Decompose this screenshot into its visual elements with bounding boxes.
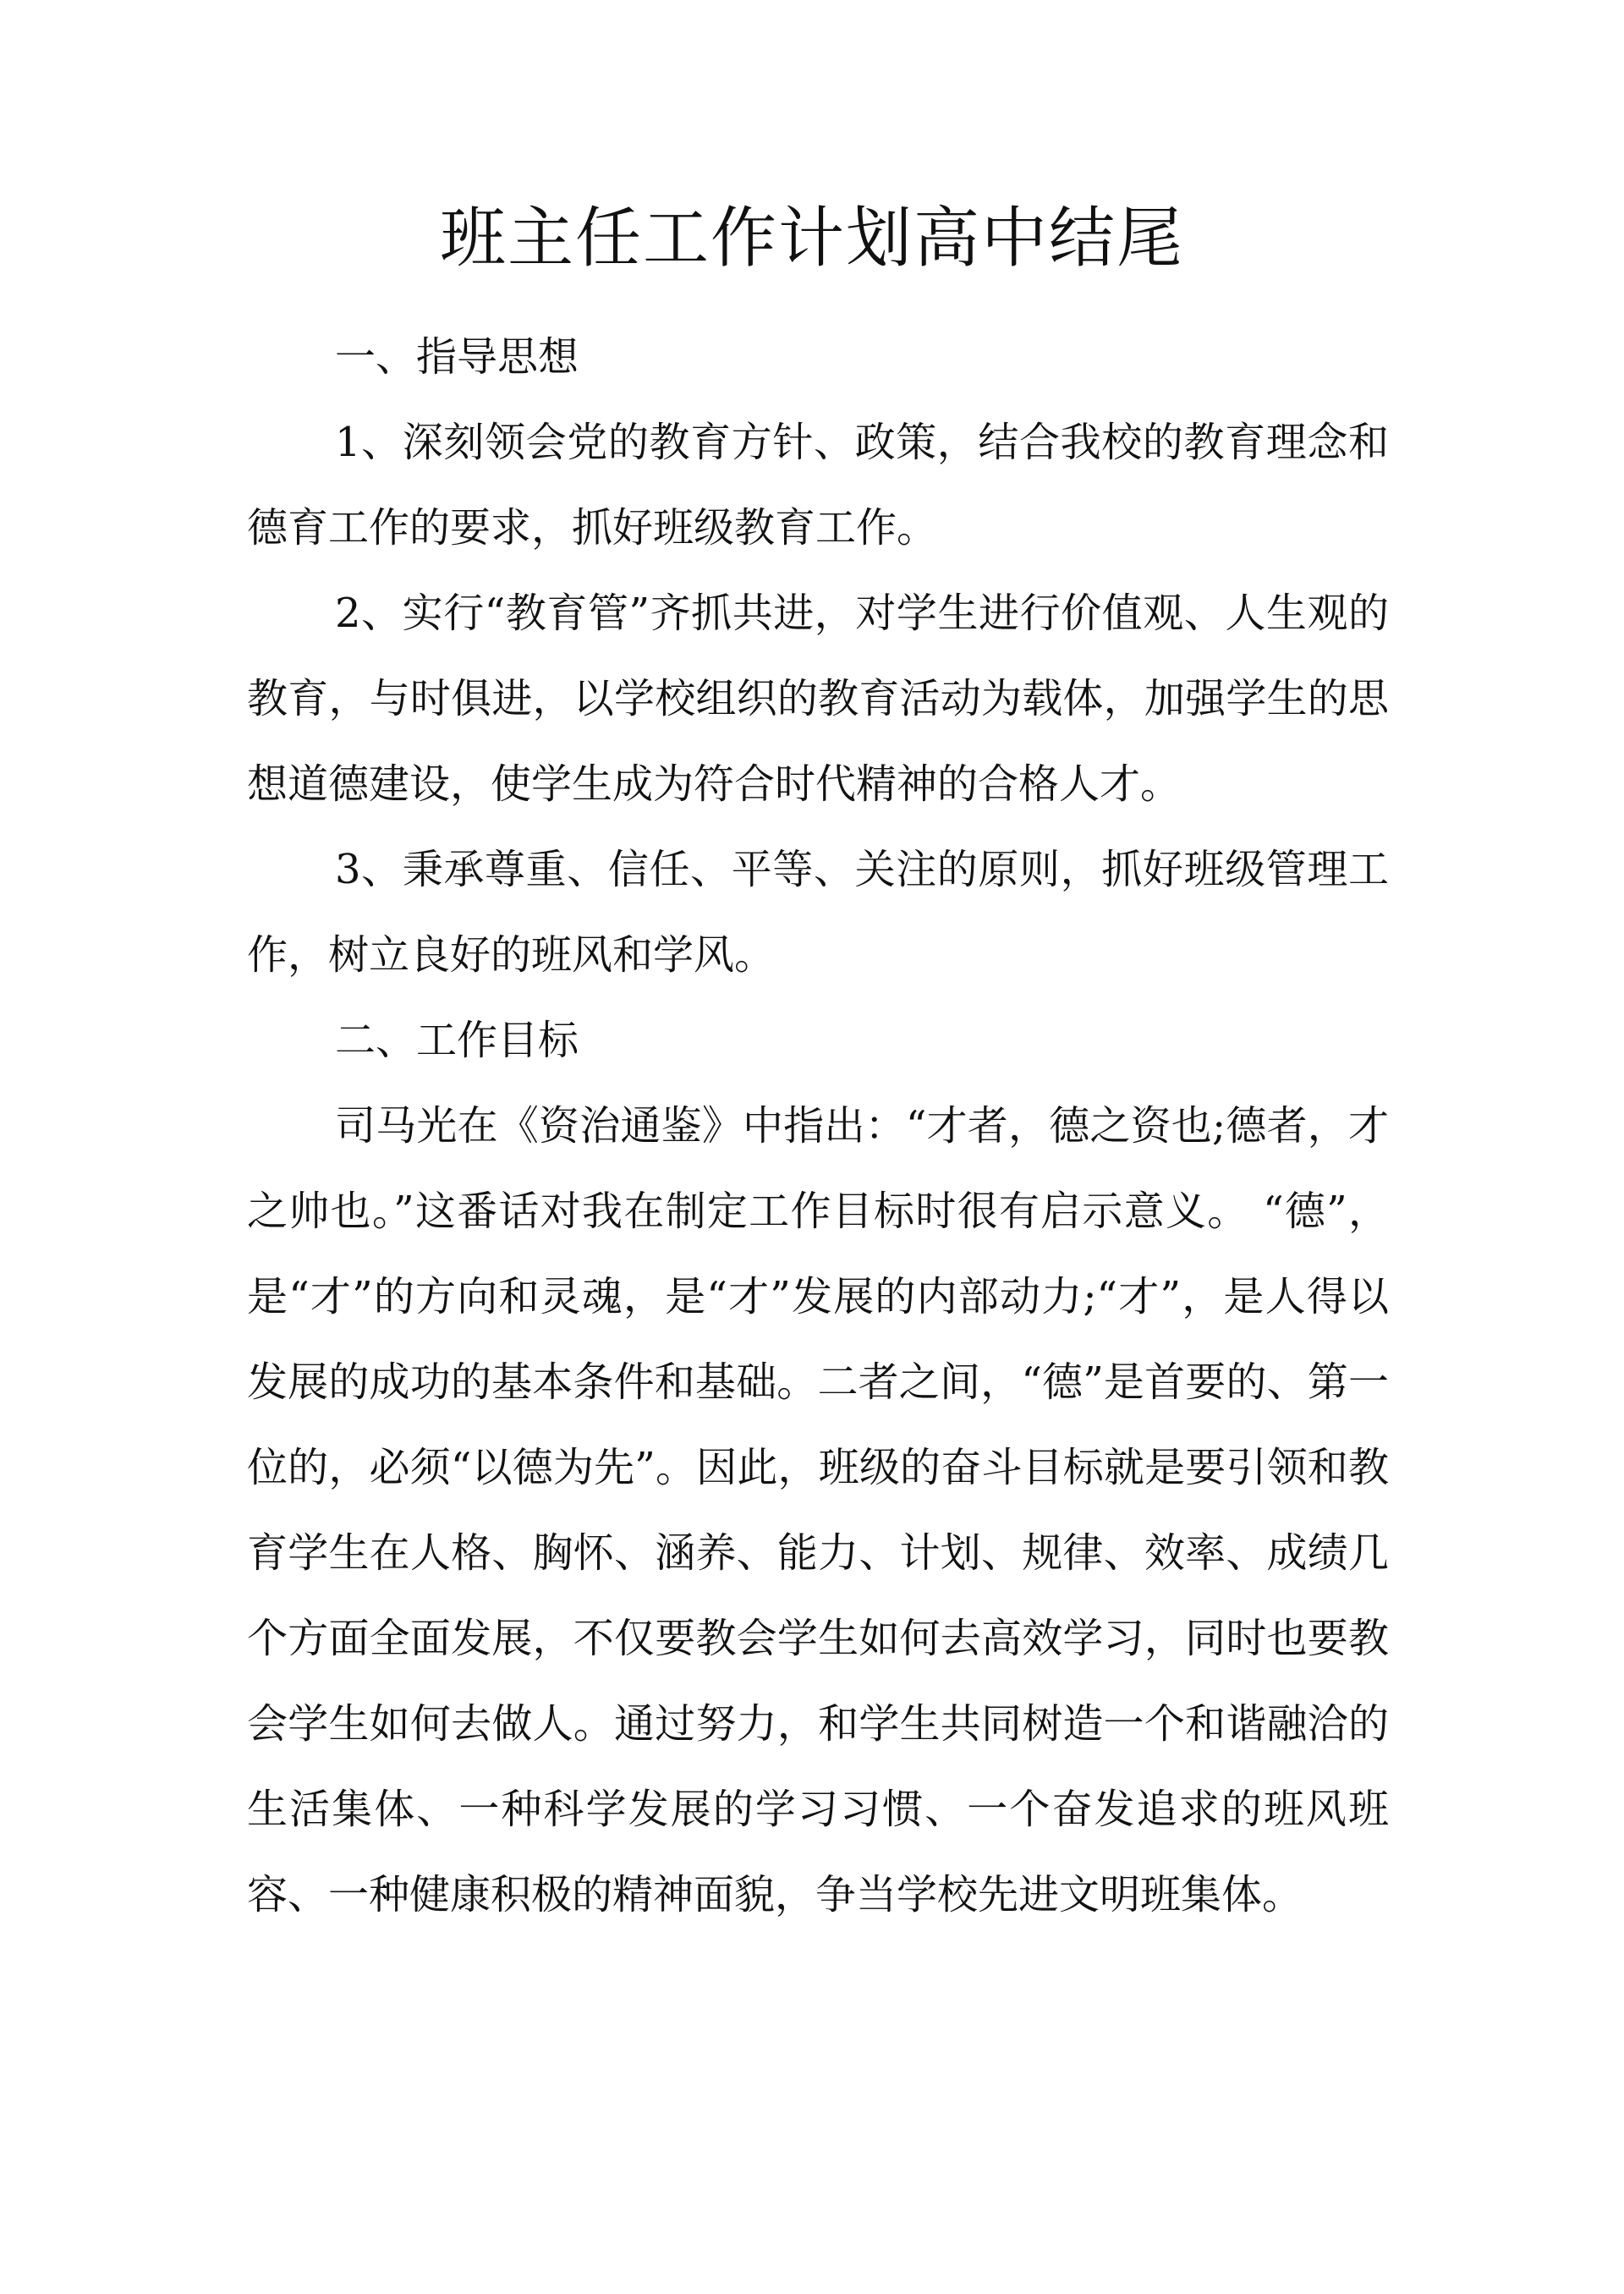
paragraph-item-1: 1、深刻领会党的教育方针、政策，结合我校的教育理念和德育工作的要求，抓好班级教育工作。 [247, 419, 1389, 552]
paragraph-work-goals: 司马光在《资治通鉴》中指出：“才者，德之资也;德者，才之帅也。”这番话对我在制定工作目标时很有启示意义。 “德”，是“才”的方向和灵魂，是“才”发展的内部动力;“才”，是人得以发展的成功的基本条件和基础。二者之间，“德”是首要的、第一位的，必须“以德为先”。因此，班级的奋斗目标就是要引领和教育学生在人格、胸怀、涵养、能力、计划、规律、效率、成绩几个方面全面发展，不仅要教会学生如何去高效学习，同时也要教会学生如何去做人。通过努力，和学生共同树造一个和谐融洽的生活集体、一种科学发展的学习习惯、一个奋发追求的班风班容、一种健康积极的精神面貌，争当学校先进文明班集体。 [247, 1102, 1389, 1918]
section-heading-work-goals: 二、工作目标 [335, 1017, 579, 1064]
section-heading-guiding-thought: 一、指导思想 [335, 333, 579, 381]
document-title: 班主任工作计划高中结尾 [439, 200, 1184, 277]
paragraph-item-3: 3、秉承尊重、信任、平等、关注的原则，抓好班级管理工作，树立良好的班风和学风。 [247, 846, 1389, 979]
paragraph-item-2: 2、实行“教育管”齐抓共进，对学生进行价值观、人生观的教育，与时俱进，以学校组织的教育活动为载体，加强学生的思想道德建设，使学生成为符合时代精神的合格人才。 [247, 590, 1389, 808]
document-body [247, 315, 1389, 1938]
